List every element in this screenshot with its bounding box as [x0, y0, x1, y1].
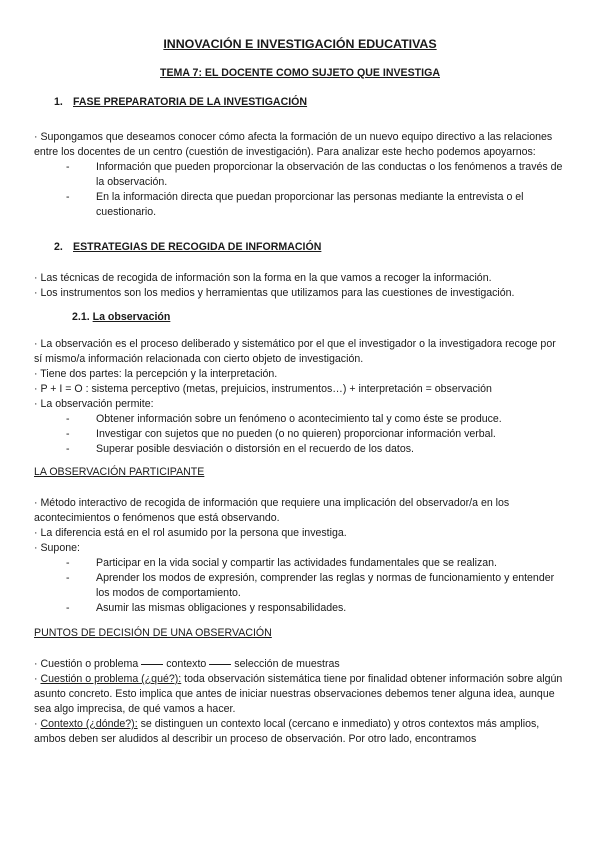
- flow-step-problem: · Cuestión o problema: [34, 658, 139, 670]
- flow-step-sample: selección de muestras: [234, 658, 340, 670]
- subsection-2-1-title: La observación: [92, 311, 171, 323]
- section-1-list: [34, 160, 566, 220]
- context-text: se distinguen un contexto local (cercano e inmediato) y otros contextos más amplios, ambos deben ser aludidos al describir un proceso de observación. Por otro lado, encontramos: [34, 718, 540, 745]
- section-1-number: 1.: [54, 96, 63, 108]
- section-2-title: ESTRATEGIAS DE RECOGIDA DE INFORMACIÓN: [73, 241, 322, 253]
- observation-paragraph: · La observación es el proceso deliberado y sistemático por el que el investigador o la investigadora recoge por sí mismo/a información relacionada con cierto objeto de investigación.: [34, 338, 556, 365]
- bullet-prefix: ·: [34, 718, 41, 730]
- subsection-2-1-heading: [34, 310, 566, 325]
- section-2-heading: [34, 240, 566, 255]
- question-label: Cuestión o problema (¿qué?):: [40, 673, 182, 685]
- list-item: - Información que pueden proporcionar la observación de las conductas o los fenómenos a través de la observación.: [66, 160, 566, 190]
- list-item: - En la información directa que puedan proporcionar las personas mediante la entrevista o el cuestionario.: [66, 190, 566, 220]
- list-item: - Aprender los modos de expresión, comprender las reglas y normas de funcionamiento y entender los modos de comportamiento.: [66, 571, 566, 601]
- arrow-right-icon: [141, 664, 163, 665]
- question-text: toda observación sistemática tiene por finalidad obtener información sobre algún asunto concreto. Esto implica que antes de iniciar nuestras observaciones debemos tener alguna idea, aunque sea algo imprecisa, de qué vamos a hacer.: [34, 673, 563, 715]
- observation-list: [34, 412, 566, 457]
- section-2-paragraph: · Los instrumentos son los medios y herramientas que utilizamos para las cuestiones de investigación.: [34, 287, 515, 299]
- section-1-heading: [34, 95, 566, 110]
- section-1-intro: · Supongamos que deseamos conocer cómo afecta la formación de un nuevo equipo directivo a las relaciones entre los docentes de un centro (cuestión de investigación). Para analizar este hecho podemos apoyarnos:: [34, 131, 553, 158]
- question-paragraph: [34, 672, 566, 717]
- list-item: - Investigar con sujetos que no pueden (o no quieren) proporcionar información verbal.: [66, 427, 566, 442]
- list-item: - Superar posible desviación o distorsión en el recuerdo de los datos.: [66, 442, 566, 457]
- participant-observation-heading: LA OBSERVACIÓN PARTICIPANTE: [34, 466, 205, 478]
- observation-paragraph: · Tiene dos partes: la percepción y la interpretación.: [34, 368, 278, 380]
- subsection-2-1-number: 2.1.: [72, 311, 90, 323]
- observation-paragraph: · La observación permite:: [34, 398, 154, 410]
- list-item: - Obtener información sobre un fenómeno o acontecimiento tal y como éste se produce.: [66, 412, 566, 427]
- list-item: - Participar en la vida social y compartir las actividades fundamentales que se realizan.: [66, 556, 566, 571]
- section-1-title: FASE PREPARATORIA DE LA INVESTIGACIÓN: [73, 96, 308, 108]
- observation-paragraph: · P + I = O : sistema perceptivo (metas, prejuicios, instrumentos…) + interpretación = observación: [34, 383, 492, 395]
- participant-paragraph: · Método interactivo de recogida de información que requiere una implicación del observador/a en los acontecimientos o fenómenos que está observando.: [34, 497, 510, 524]
- list-item: - Asumir las mismas obligaciones y responsabilidades.: [66, 601, 566, 616]
- section-2-number: 2.: [54, 241, 63, 253]
- participant-paragraph: · Supone:: [34, 542, 80, 554]
- participant-paragraph: · La diferencia está en el rol asumido por la persona que investiga.: [34, 527, 347, 539]
- context-paragraph: [34, 717, 566, 747]
- flow-step-context: contexto: [166, 658, 207, 670]
- decision-flow: [34, 657, 566, 672]
- decision-points-heading: PUNTOS DE DECISIÓN DE UNA OBSERVACIÓN: [34, 627, 272, 639]
- document-subtitle: TEMA 7: EL DOCENTE COMO SUJETO QUE INVESTIGA: [160, 67, 440, 79]
- bullet-prefix: ·: [34, 673, 41, 685]
- participant-list: [34, 556, 566, 616]
- context-label: Contexto (¿dónde?):: [40, 718, 138, 730]
- arrow-right-icon: [209, 664, 231, 665]
- document-title: INNOVACIÓN E INVESTIGACIÓN EDUCATIVAS: [163, 37, 437, 51]
- section-2-paragraph: · Las técnicas de recogida de información son la forma en la que vamos a recoger la información.: [34, 272, 492, 284]
